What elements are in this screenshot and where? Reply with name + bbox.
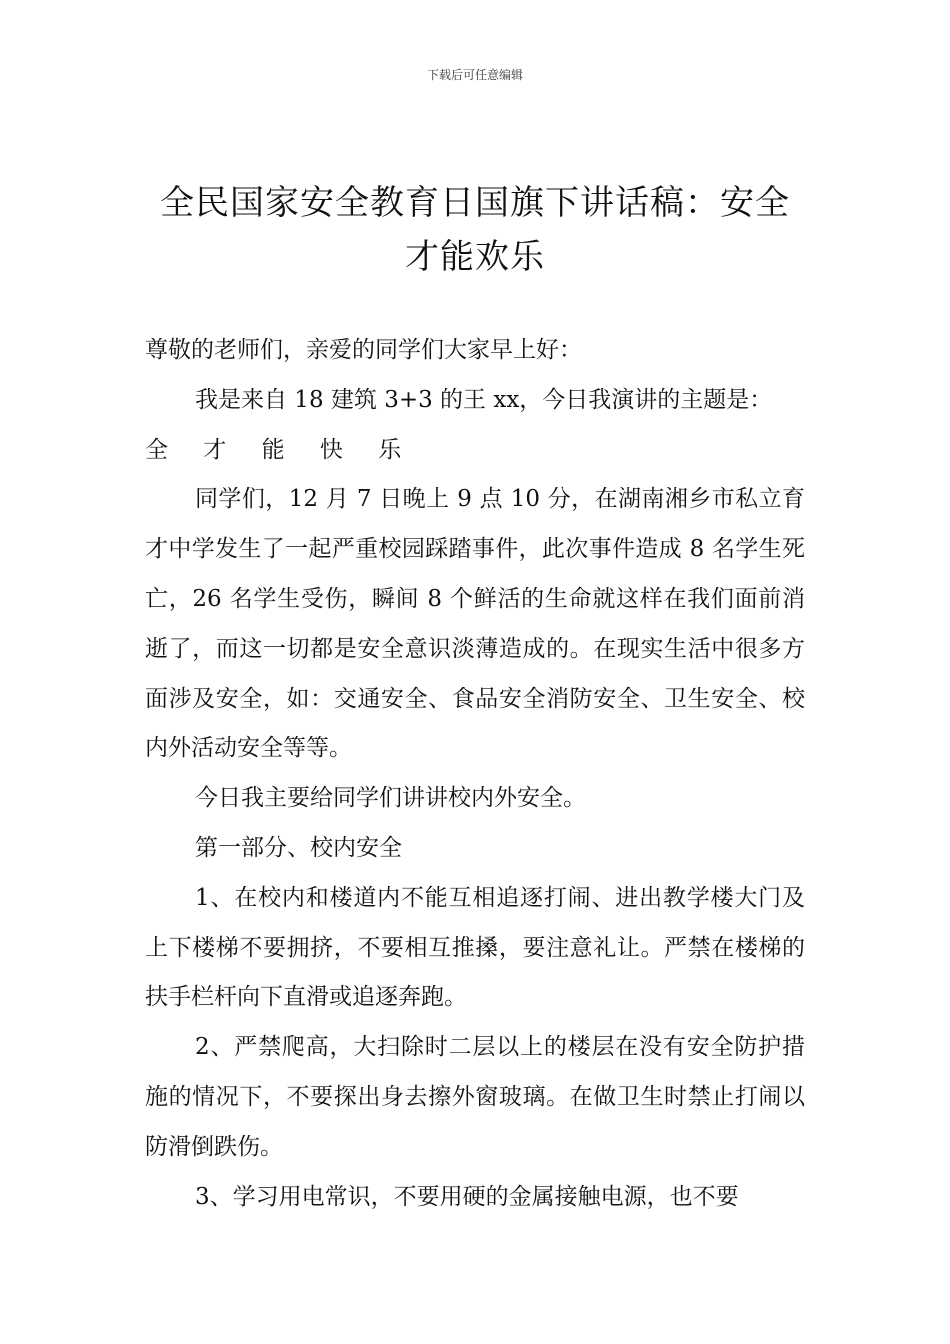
header-note: 下载后可任意编辑 bbox=[426, 68, 523, 82]
document-title bbox=[145, 176, 805, 284]
greeting-paragraph: 尊敬的老师们，亲爱的同学们大家早上好： bbox=[145, 337, 582, 363]
title-line-1: 全民国家安全教育日国旗下讲话稿：安全 bbox=[160, 183, 790, 223]
speech-topic: 全 才 能 快 乐 bbox=[145, 436, 416, 463]
list-item-1: 1、在校内和楼道内不能互相追逐打闹、进出教学楼大门及上下楼梯不要拥挤，不要相互推搡，要注意礼让。严禁在楼梯的扶手栏杆向下直滑或追逐奔跑。 bbox=[145, 884, 805, 1011]
list-item-3: 3、学习用电常识，不要用硬的金属接触电源，也不要 bbox=[195, 1183, 739, 1210]
section-heading-campus-safety: 第一部分、校内安全 bbox=[195, 834, 402, 861]
incident-paragraph: 同学们，12 月 7 日晚上 9 点 10 分，在湖南湘乡市私立育才中学发生了一起严重校园踩踏事件，此次事件造成 8 名学生死亡，26 名学生受伤，瞬间 8 个鲜活的生命就这样在我们面前消逝了，而这一切都是安全意识淡薄造成的。在现实生活中很多方面涉及安全，如：交通安全、食品安全消防安全、卫生安全、校内外活动安全等等。 bbox=[145, 486, 805, 762]
title-line-2: 才能欢乐 bbox=[405, 237, 545, 277]
list-item-2: 2、严禁爬高，大扫除时二层以上的楼层在没有安全防护措施的情况下，不要探出身去擦外窗玻璃。在做卫生时禁止打闹以防滑倒跌伤。 bbox=[145, 1034, 805, 1160]
document-body bbox=[145, 326, 805, 1222]
intro-paragraph: 我是来自 18 建筑 3+3 的王 xx，今日我演讲的主题是： bbox=[195, 386, 773, 413]
today-topic-paragraph: 今日我主要给同学们讲讲校内外安全。 bbox=[195, 785, 586, 812]
